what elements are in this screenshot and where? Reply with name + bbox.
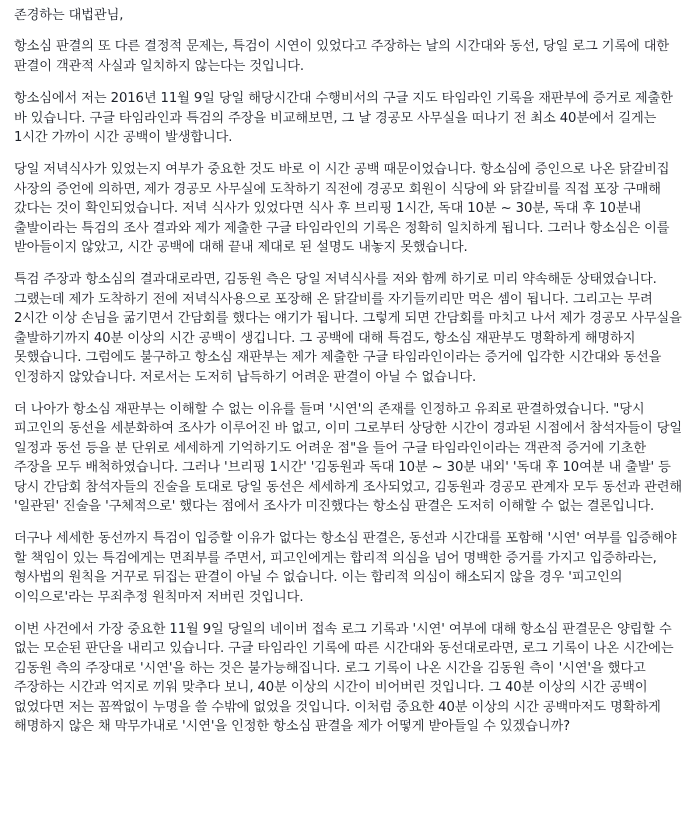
paragraph-5: 더 나아가 항소심 재판부는 이해할 수 없는 이유를 들며 '시연'의 존재를 인정하고 유죄로 판결하였습니다. "당시 피고인의 동선을 세분화하여 조사가 이루어진 바 없고, 이미 그로부터 상당한 시간이 경과된 시점에서 참석자들이 당일 일정과 동선 등을 분 단위로 세세하게 기억하기도 어려운 점"을 들어 구글 타임라인이라는 객관적 증거에 기초한 주장을 모두 배척하였습니다. 그러나 '브리핑 1시간' '김동원과 독대 10분 ~ 30분 내외' '독대 후 10여분 내 출발' 등 당시 간담회 참석자들의 진술을 토대로 당일 동선은 세세하게 조사되었고, 김동원과 경공모 관계자 모두 동선과 관련해 '일관된' 진술을 '구체적으로' 했다는 점에서 조사가 미진했다는 항소심 판결은 도저히 이해할 수 없는 결론입니다. xyxy=(14,401,683,514)
paragraph-3: 당일 저녁식사가 있었는지 여부가 중요한 것도 바로 이 시간 공백 때문이었습니다. 항소심에 증인으로 나온 닭갈비집 사장의 증언에 의하면, 제가 경공모 사무실에 도착하기 직전에 경공모 회원이 식당에 와 닭갈비를 직접 포장 구매해 갔다는 것이 확인되었습니다. 저녁 식사가 있었다면 식사 후 브리핑 1시간, 독대 10분 ~ 30분, 독대 후 10분내 출발이라는 특검의 조사 결과와 제가 제출한 구글 타임라인의 기록은 정확히 일치하게 됩니다. 그러나 항소심은 이를 받아들이지 않았고, 시간 공백에 대해 끝내 제대로 된 설명도 내놓지 못했습니다. xyxy=(14,162,670,256)
paragraph-2: 항소심에서 저는 2016년 11월 9일 당일 해당시간대 수행비서의 구글 지도 타임라인 기록을 재판부에 증거로 제출한 바 있습니다. 구글 타임라인과 특검의 주장을 비교해보면, 그 날 경공모 사무실을 떠나기 전 최소 40분에서 길게는 1시간 가까이 시간 공백이 발생합니다. xyxy=(14,91,673,146)
paragraph-6: 더구나 세세한 동선까지 특검이 입증할 이유가 없다는 항소심 판결은, 동선과 시간대를 포함해 '시연' 여부를 입증해야 할 책임이 있는 특검에게는 면죄부를 주면서, 피고인에게는 합리적 의심을 넘어 명백한 증거를 가지고 입증하라는, 형사법의 원칙을 거꾸로 뒤집는 판결이 아닐 수 없습니다. 이는 합리적 의심이 해소되지 않을 경우 '피고인의 이익으로'라는 무죄추정 원칙마저 저버린 것입니다. xyxy=(14,531,677,605)
paragraph-1: 항소심 판결의 또 다른 결정적 문제는, 특검이 시연이 있었다고 주장하는 날의 시간대와 동선, 당일 로그 기록에 대한 판결이 객관적 사실과 일치하지 않는다는 것입니다. xyxy=(14,39,670,74)
salutation: 존경하는 대법관님, xyxy=(14,8,124,23)
paragraph-7: 이번 사건에서 가장 중요한 11월 9일 당일의 네이버 접속 로그 기록과 '시연' 여부에 대해 항소심 판결문은 양립할 수 없는 모순된 판단을 내리고 있습니다. 구글 타임라인 기록에 따른 시간대와 동선대로라면, 로그 기록이 나온 시간에는 김동원 측의 주장대로 '시연'을 하는 것은 불가능해집니다. 로그 기록이 나온 시간을 김동원 측이 '시연'을 했다고 주장하는 시간과 억지로 끼워 맞추다 보니, 40분 이상의 시간이 비어버린 것입니다. 그 40분 이상의 시간 공백이 없었다면 저는 꼼짝없이 누명을 쓸 수밖에 없었을 것입니다. 이처럼 중요한 40분 이상의 시간 공백마저도 명확하게 해명하지 않은 채 막무가내로 '시연'을 인정한 항소심 판결을 제가 어떻게 받아들일 수 있겠습니까? xyxy=(14,621,674,734)
paragraph-4: 특검 주장과 항소심의 결과대로라면, 김동원 측은 당일 저녁식사를 저와 함께 하기로 미리 약속해둔 상태였습니다. 그랬는데 제가 도착하기 전에 저녁식사용으로 포장해 온 닭갈비를 자기들끼리만 먹은 셈이 됩니다. 그리고는 무려 2시간 이상 손님을 굶기면서 간담회를 했다는 얘기가 됩니다. 그렇게 되면 간담회를 마치고 나서 제가 경공모 사무실을 출발하기까지 40분 이상의 시간 공백이 생깁니다. 그 공백에 대해 특검도, 항소심 재판부도 명확하게 해명하지 못했습니다. 그럼에도 불구하고 항소심 재판부는 제가 제출한 구글 타임라인이라는 증거에 입각한 시간대와 동선을 인정하지 않았습니다. 저로서는 도저히 납득하기 어려운 판결이 아닐 수 없습니다. xyxy=(14,272,682,385)
